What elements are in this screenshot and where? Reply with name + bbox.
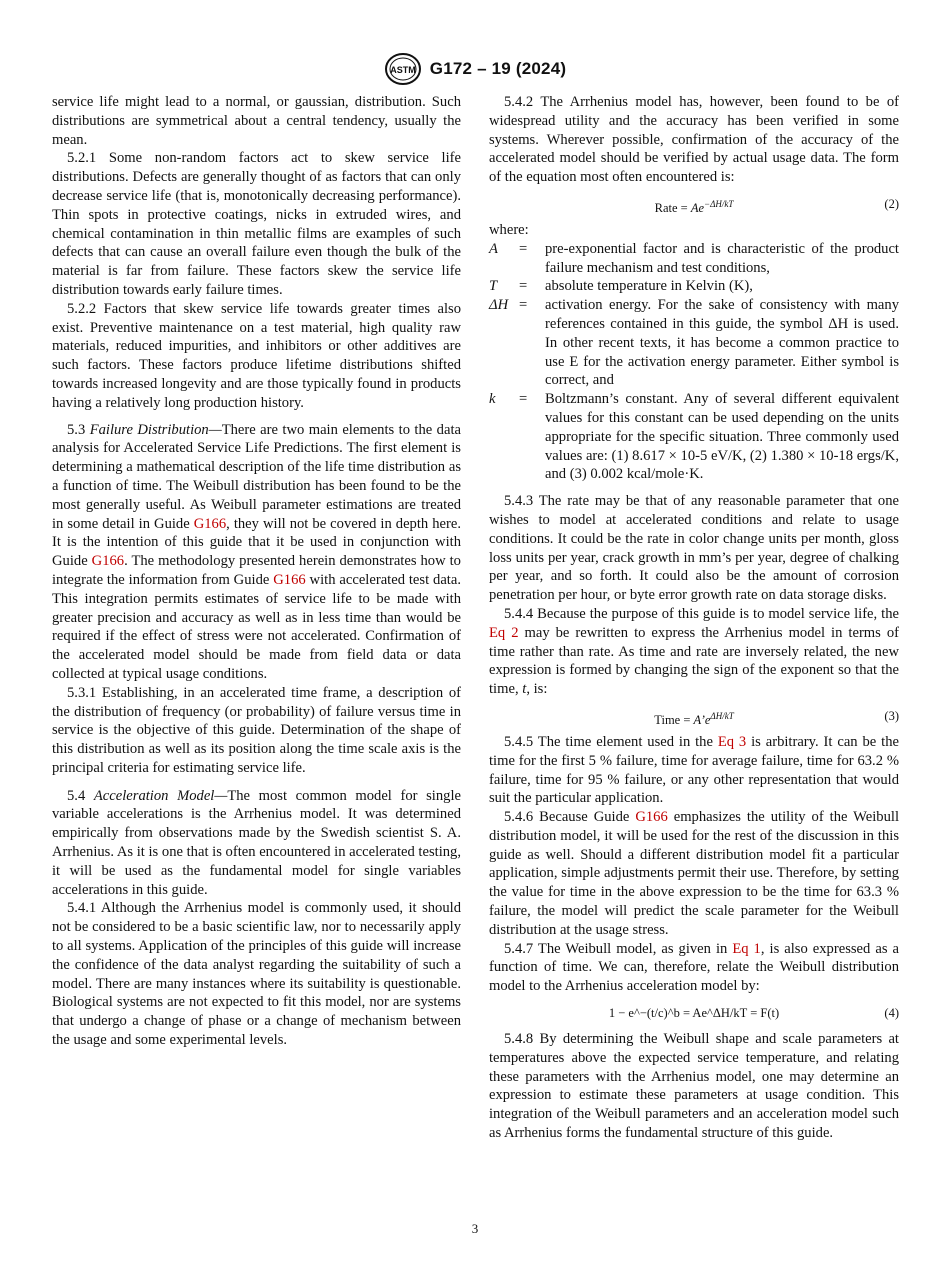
g166-link[interactable]: G166 [91,553,125,570]
definitions-list [489,240,899,484]
equation-number: (4) [884,1006,899,1021]
paragraph-5-4-5: 5.4.5 The time element used in the Eq 3 is arbitrary. It can be the time for the first 5 % failure, time for average failure, time for 63.2 % failure, time for 95 % failure, or any other representation that would suit the particular application. [489,733,899,807]
paragraph-5-3-1: 5.3.1 Establishing, in an accelerated time frame, a description of the distribution of frequency (or probability) of failure versus time in service is the objective of this guide. Determination of the shape of this distribution as well as its position along the time scale axis is the principal criteria for estimating service life. [52,684,461,776]
paragraph-5-4-2: 5.4.2 The Arrhenius model has, however, been found to be of widespread utility and the accuracy has been verified in some systems. Wherever possible, confirmation of the accuracy of the accelerated model should be verified by actual usage data. The form of the equation most often encountered is: [489,94,899,186]
paragraph-5-3: 5.3 Failure Distribution—There are two main elements to the data analysis for Accelerated Service Life Predictions. The first element is determining a mathematical description of the life time distribution as a function of time. The Weibull distribution has been found to be the most generally useful. As Weibull parameter estimations are treated in some detail in Guide G166, they will not be covered in depth here. It is the intention of this guide that it be used in conjunction with Guide G166. The methodology presented herein demonstrates how to integrate the information from Guide G166 with accelerated test data. This integration permits estimates of service life to be made with greater precision and accuracy as well as in less time than would be required if the effect of stress were not accelerated. Confirmation of the accelerated model should be made from field data or data collected at typical usage conditions. [52,421,461,682]
definition-row: A = pre-exponential factor and is characteristic of the product failure mechanism and test conditions, [489,240,899,276]
paragraph-continued: service life might lead to a normal, or gaussian, distribution. Such distributions are symmetrical about a central tendency, usually the mean. [52,94,461,148]
eq3-link[interactable]: Eq 3 [717,733,747,750]
paragraph-5-4-7: 5.4.7 The Weibull model, as given in Eq 1, is also expressed as a function of time. We can, therefore, relate the Weibull distribution model to the Arrhenius acceleration model by: [489,940,899,995]
g166-link[interactable]: G166 [273,571,306,588]
paragraph-5-2-1: 5.2.1 Some non-random factors act to skew service life distributions. Defects are generally thought of as factors that can only decrease service life (that is, monotonically decreasing performance). Thin spots in protective coatings, nicks in extruded wires, and chemical contamination in thin metallic films are examples of such defects that can cause an overall failure even though the bulk of the material is far from failure. These factors skew the service life distribution towards early failure times. [52,150,461,298]
where-label: where: [489,221,529,238]
equation-number: (2) [884,196,899,211]
paragraph-5-2-2: 5.2.2 Factors that skew service life towards greater times also exist. Preventive maintenance on a test material, high quality raw materials, reduced impurities, and inhibitors or other additives are such factors. These factors produce lifetime distributions shifted towards increased longevity and are those typically found in products having a relatively long production history. [52,300,461,411]
paragraph-5-4-8: 5.4.8 By determining the Weibull shape and scale parameters at temperatures above the expected service temperature, and relating these parameters with the Arrhenius model, one may determine an expression to estimate these parameters at usage condition. This integration of the Weibull parameters and an acceleration model such as Arrhenius forms the fundamental structure of this guide. [489,1031,899,1142]
paragraph-5-4-3: 5.4.3 The rate may be that of any reasonable parameter that one wishes to model at accelerated conditions and relate to usage conditions. It could be the rate in color change units per month, gloss loss units per year, crack growth in mm’s per year, degree of chalking per year, and so forth. It could also be the amount of corrosion penetration per hour, or byte error growth rate on data storage disks. [489,493,899,604]
g166-link[interactable]: G166 [193,515,227,532]
eq1-link[interactable]: Eq 1 [732,940,761,957]
g166-link[interactable]: G166 [635,809,668,826]
document-id: G172 – 19 (2024) [429,59,567,78]
paragraph-5-4-1: 5.4.1 Although the Arrhenius model is commonly used, it should not be considered to be a basic scientific law, nor to necessarily apply to all systems. Application of the principles of this guide will increase the confidence of the data analyst regarding the suitability of such a model. There are many instances where its suitability is questionable. Biological systems are not expected to fit this model, nor are systems that undergo a change of phase or a change of mechanism between the usage and some experimental levels. [52,900,461,1049]
page-number: 3 [471,1221,479,1236]
paragraph-5-4-4: 5.4.4 Because the purpose of this guide is to model service life, the Eq 2 may be rewritten to express the Arrhenius model in terms of time rather than rate. As time and rate are inversely related, the new expression is formed by changing the sign of the exponent so that the time, t, is: [489,605,899,698]
equation-2: Rate = $Ae^{-\Delta H/kT}$ (2) [654,196,899,216]
paragraph-5-4: 5.4 Acceleration Model—The most common model for single variable accelerations is the Arrhenius model. It was determined empirically from observations made by the Swedish scientist S. A. Arrhenius. As it is one that is often encountered in accelerated testing, it will be used as the fundamental model for single variables accelerations in this guide. [52,787,461,898]
equation-4 [489,1002,899,1024]
equation-number: (3) [884,708,899,723]
equation-3: Time = $A’e^{\Delta H/kT}$ (3) [654,708,899,728]
page-header [0,52,950,91]
paragraph-5-4-6: 5.4.6 Because Guide G166 emphasizes the utility of the Weibull distribution model, it will be used for the rest of the discussion in this guide as well. Should a different distribution model fit a particular application, simple adjustments permit their use. Therefore, by setting the value for time in the above expression to be the time for 63.3 % failure, the model will predict the scale parameter for the Weibull distribution at the usage stress. [489,809,899,938]
right-column [489,93,899,1143]
astm-logo-icon [384,52,422,86]
left-column [52,93,461,1050]
definition-row: ΔH = activation energy. For the sake of consistency with many references contained in this guide, the symbol ΔH is used. In other recent texts, it has become a common practice to use E for the activation energy parameter. Either symbol is correct, and [489,297,899,389]
definition-row: T = absolute temperature in Kelvin (K), [489,278,753,295]
svg-text:ASTM: ASTM [390,65,416,75]
eq2-link[interactable]: Eq 2 [489,624,519,641]
equation-4-body: 1 − e^−(t/c)^b = Ae^ΔH/kT = F(t) [608,1006,780,1021]
definition-row: k = Boltzmann’s constant. Any of several different equivalent values for this constant can be used depending on the units appropriate for the specific situation. Three commonly used values are: (1) 8.617 × 10-5 eV/K, (2) 1.380 × 10-18 ergs/K, and (3) 0.002 kcal/mole·K. [489,391,899,483]
